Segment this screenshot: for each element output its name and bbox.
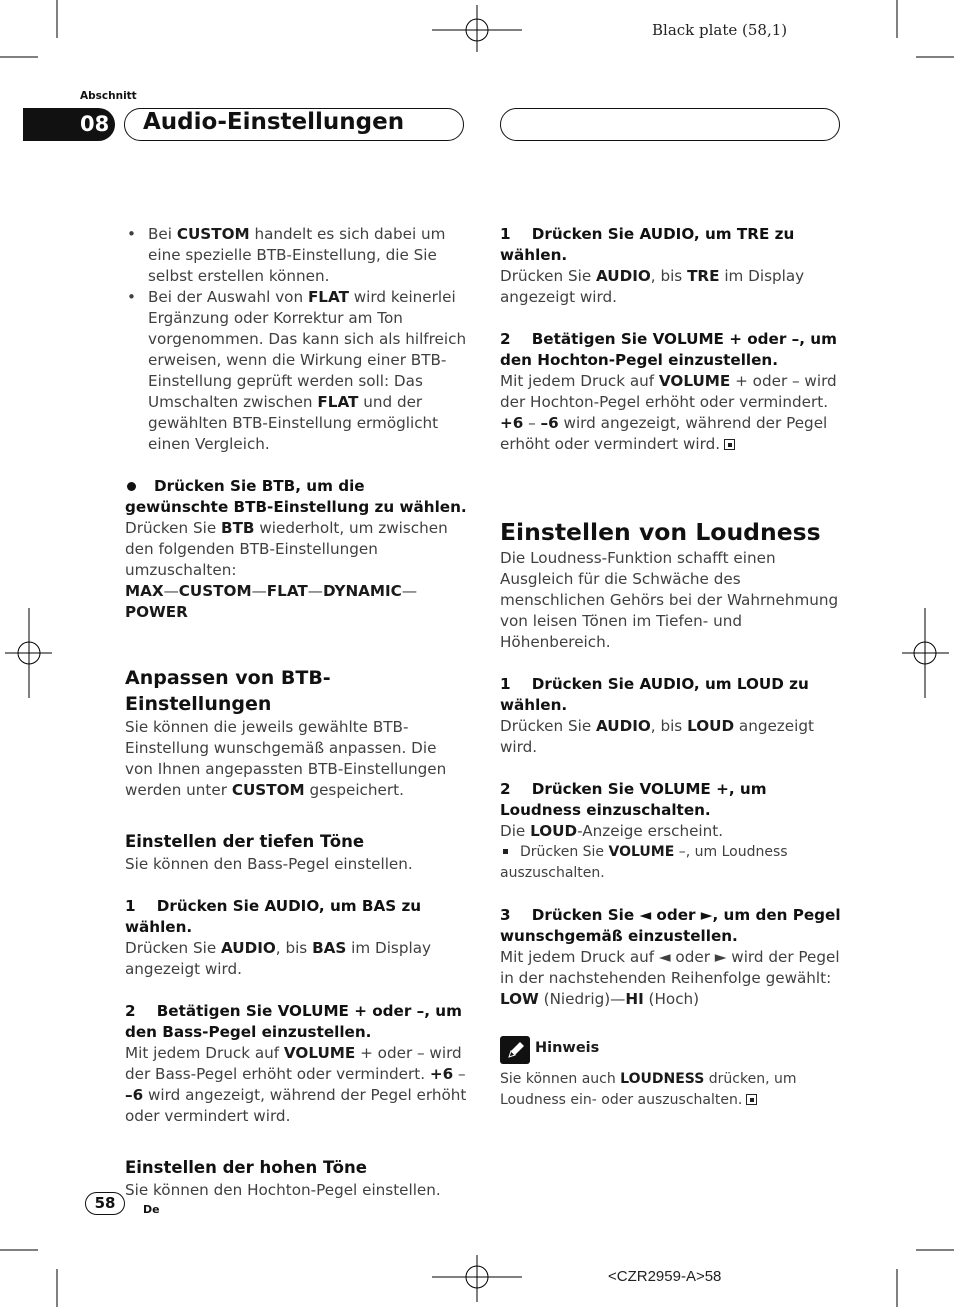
- loud-step1-heading: 1 Drücken Sie AUDIO, um LOUD zu wählen.: [500, 675, 815, 714]
- hint-label: Hinweis: [535, 1040, 600, 1056]
- tre-step1-body: Drücken Sie AUDIO, bis TRE im Display angezeigt wird.: [500, 267, 805, 306]
- empty-title-box: [500, 108, 840, 141]
- bullet-flat: • Bei der Auswahl von FLAT wird keinerlei Ergänzung oder Korrektur am Ton vorgenommen. Das kann sich als hilfreich erweisen, wenn die Wirkung einer BTB-Einstellung geprüft werden soll: Das Umschalten zwischen FLAT und der gewählten BTB-Einstellung ermöglicht einen Vergleich.: [125, 287, 467, 455]
- loud-step1-body: Drücken Sie AUDIO, bis LOUD angezeigt wird.: [500, 717, 814, 756]
- tre-step2-heading: 2 Betätigen Sie VOLUME + oder –, um den Hochton-Pegel einzustellen.: [500, 330, 843, 369]
- bass-step1-heading: 1 Drücken Sie AUDIO, um BAS zu wählen.: [125, 897, 427, 936]
- loud-step3-body: Mit jedem Druck auf ◄ oder ► wird der Pegel in der nachstehenden Reihenfolge gewählt: LOW (Niedrig)—HI (Hoch): [500, 948, 840, 1008]
- loud-step2-note: Drücken Sie VOLUME –, um Loudness auszuschalten.: [500, 844, 788, 881]
- adjust-body: Sie können die jeweils gewählte BTB-Einstellung wunschgemäß anpassen. Die von Ihnen angepassten BTB-Einstellungen werden unter CUSTOM gespeichert.: [125, 718, 447, 799]
- bullet-custom: • Bei CUSTOM handelt es sich dabei um eine spezielle BTB-Einstellung, die Sie selbst erstellen können.: [125, 224, 467, 287]
- bass-step2-heading: 2 Betätigen Sie VOLUME + oder –, um den Bass-Pegel einzustellen.: [125, 1002, 468, 1041]
- btb-step-heading: Drücken Sie BTB, um die gewünschte BTB-Einstellung zu wählen.: [125, 477, 467, 516]
- small-square-icon: [503, 849, 508, 854]
- plate-label: Black plate (58,1): [652, 21, 788, 39]
- end-mark-icon: [724, 439, 735, 450]
- hint-header: [500, 1036, 842, 1066]
- filled-circle-icon: [127, 482, 136, 491]
- end-mark-icon: [746, 1094, 757, 1105]
- document-code: <CZR2959-A>58: [608, 1268, 722, 1285]
- loud-step3-heading: 3 Drücken Sie ◄ oder ►, um den Pegel wunschgemäß einzustellen.: [500, 906, 846, 945]
- tre-step2-body: Mit jedem Druck auf VOLUME + oder – wird der Hochton-Pegel erhöht oder vermindert. +6 – –6 wird angezeigt, während der Pegel erhöht oder vermindert wird.: [500, 372, 837, 453]
- page-number: 58: [94, 1194, 116, 1212]
- section-number: 08: [80, 112, 110, 136]
- bass-step1-body: Drücken Sie AUDIO, bis BAS im Display angezeigt wird.: [125, 939, 431, 978]
- treble-intro: Sie können den Hochton-Pegel einstellen.: [125, 1181, 441, 1199]
- btb-sequence: MAX—CUSTOM—FLAT—DYNAMIC—POWER: [125, 582, 418, 621]
- adjust-heading: Anpassen von BTB-Einstellungen: [125, 667, 331, 715]
- loudness-intro: Die Loudness-Funktion schafft einen Ausgleich für die Schwäche des menschlichen Gehörs bei der Wahrnehmung von leisen Tönen im Tiefen- und Höhenbereich.: [500, 549, 839, 651]
- treble-heading: Einstellen der hohen Töne: [125, 1158, 367, 1177]
- bass-heading: Einstellen der tiefen Töne: [125, 832, 365, 851]
- btb-step-body: Drücken Sie BTB wiederholt, um zwischen den folgenden BTB-Einstellungen umzuschalten:: [125, 519, 448, 579]
- pencil-note-icon: [500, 1036, 530, 1064]
- bass-intro: Sie können den Bass-Pegel einstellen.: [125, 855, 413, 873]
- hint-body: Sie können auch LOUDNESS drücken, um Loudness ein- oder auszuschalten.: [500, 1071, 797, 1108]
- language-code: De: [143, 1203, 160, 1216]
- loud-step2-heading: 2 Drücken Sie VOLUME +, um Loudness einzuschalten.: [500, 780, 772, 819]
- tre-step1-heading: 1 Drücken Sie AUDIO, um TRE zu wählen.: [500, 225, 800, 264]
- loud-step2-body: Die LOUD-Anzeige erscheint.: [500, 822, 724, 840]
- bass-step2-body: Mit jedem Druck auf VOLUME + oder – wird der Bass-Pegel erhöht oder vermindert. +6 – –6 wird angezeigt, während der Pegel erhöht oder vermindert wird.: [125, 1044, 467, 1125]
- left-column: [125, 224, 467, 1201]
- section-title: Audio-Einstellungen: [143, 109, 405, 135]
- loudness-heading: Einstellen von Loudness: [500, 518, 821, 546]
- section-label: Abschnitt: [80, 90, 137, 102]
- right-column: [500, 224, 846, 1111]
